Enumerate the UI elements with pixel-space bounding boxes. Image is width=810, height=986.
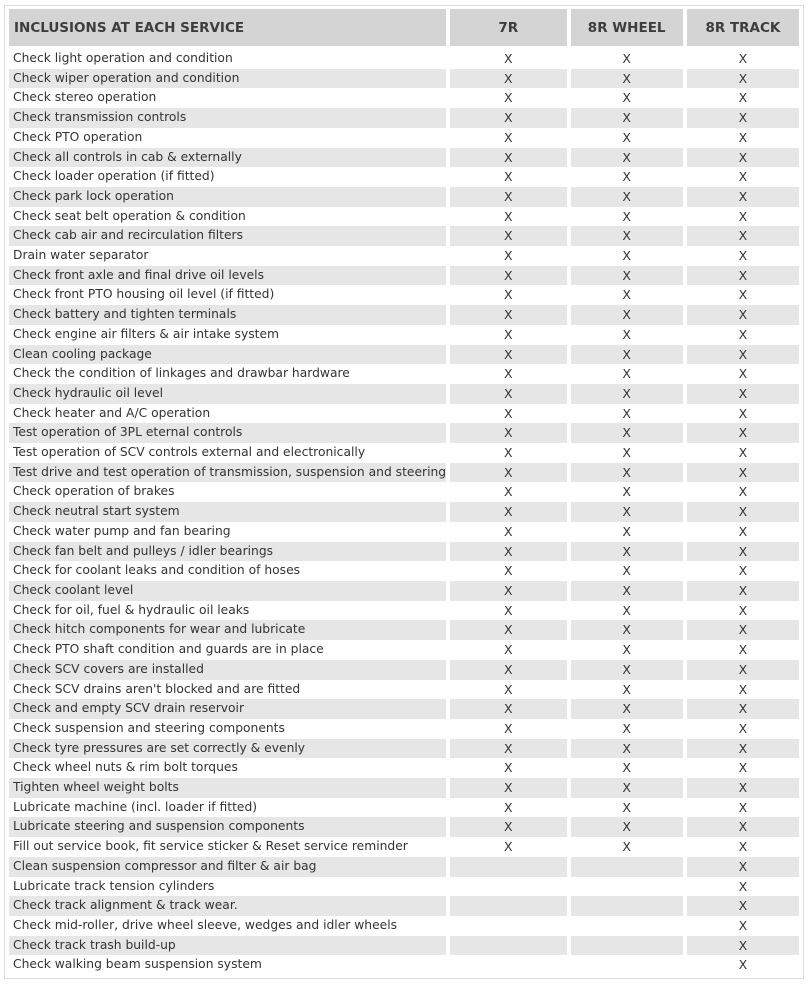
row-label: Check park lock operation <box>9 187 446 207</box>
cell-8r-wheel: X <box>622 602 631 618</box>
table-row <box>9 719 799 739</box>
row-label: Test operation of SCV controls external and electronically <box>13 445 366 460</box>
cell-8r-track: X <box>738 957 748 973</box>
row-label: Check light operation and condition <box>13 51 233 65</box>
cell-8r-track: X <box>738 208 748 224</box>
cell-8r-wheel: X <box>622 248 631 264</box>
cell-8r-track: X <box>738 799 748 815</box>
cell-7r: X <box>504 326 513 342</box>
table-row <box>9 817 799 837</box>
cell-8r-track: X <box>687 187 799 207</box>
row-label: Check hydraulic oil level <box>9 384 446 404</box>
cell-7r: X <box>450 502 566 522</box>
row-label: Check cab air and recirculation filters <box>9 226 446 246</box>
cell-8r-track: X <box>738 51 748 66</box>
cell-7r: X <box>504 90 513 106</box>
table-row <box>9 542 799 562</box>
cell-8r-track: X <box>738 326 748 342</box>
cell-8r-wheel: X <box>571 305 683 325</box>
cell-7r: X <box>450 660 566 680</box>
cell-7r: X <box>450 345 566 365</box>
table-row <box>9 423 799 443</box>
cell-8r-wheel: X <box>622 760 631 776</box>
cell-8r-wheel: X <box>571 699 683 719</box>
cell-7r <box>450 877 566 897</box>
cell-8r-track: X <box>687 857 799 877</box>
cell-8r-track: X <box>687 463 799 483</box>
cell-8r-wheel <box>571 955 683 975</box>
table-row <box>9 620 799 640</box>
cell-8r-track: X <box>738 90 748 106</box>
cell-8r-track: X <box>687 739 799 759</box>
cell-7r: X <box>450 542 566 562</box>
cell-8r-wheel <box>571 916 683 936</box>
cell-8r-wheel: X <box>571 187 683 207</box>
cell-8r-wheel: X <box>622 287 631 303</box>
row-label: Check battery and tighten terminals <box>9 305 446 325</box>
cell-8r-track: X <box>687 542 799 562</box>
table-row <box>9 916 799 936</box>
table-row <box>9 49 799 69</box>
cell-7r: X <box>504 129 513 145</box>
table-row <box>9 88 799 108</box>
cell-8r-track: X <box>687 817 799 837</box>
cell-8r-track: X <box>687 502 799 522</box>
row-label: Drain water separator <box>13 248 149 263</box>
table-row <box>9 798 799 818</box>
cell-7r: X <box>504 405 513 421</box>
cell-8r-wheel: X <box>622 681 631 697</box>
row-label: Clean cooling package <box>9 345 446 365</box>
cell-8r-track: X <box>738 129 748 145</box>
cell-8r-wheel: X <box>622 523 631 539</box>
row-label: Check for coolant leaks and condition of hoses <box>13 563 301 578</box>
row-label: Test operation of 3PL eternal controls <box>9 423 446 443</box>
cell-8r-wheel: X <box>571 778 683 798</box>
cell-7r: X <box>450 148 566 168</box>
row-label: Check mid-roller, drive wheel sleeve, wedges and idler wheels <box>13 917 398 932</box>
cell-7r <box>450 896 566 916</box>
cell-7r: X <box>450 739 566 759</box>
cell-8r-wheel: X <box>571 226 683 246</box>
cell-7r: X <box>450 266 566 286</box>
table-row <box>9 739 799 759</box>
row-label: Check operation of brakes <box>13 484 175 499</box>
cell-8r-wheel: X <box>622 484 631 500</box>
cell-8r-wheel: X <box>571 423 683 443</box>
cell-8r-track: X <box>738 917 748 933</box>
row-label: Check hitch components for wear and lubricate <box>9 620 446 640</box>
cell-7r: X <box>504 602 513 618</box>
cell-8r-track: X <box>738 642 748 658</box>
cell-8r-track: X <box>687 226 799 246</box>
cell-8r-track: X <box>738 484 748 500</box>
row-label: Check front axle and final drive oil levels <box>9 266 446 286</box>
table-row <box>9 364 799 384</box>
cell-8r-wheel: X <box>571 739 683 759</box>
row-label: Check loader operation (if fitted) <box>13 169 215 184</box>
cell-8r-wheel: X <box>622 129 631 145</box>
cell-8r-wheel: X <box>571 384 683 404</box>
row-label: Check track trash build-up <box>9 936 446 956</box>
cell-8r-wheel: X <box>622 405 631 421</box>
table-row <box>9 246 799 266</box>
cell-7r: X <box>450 620 566 640</box>
cell-7r: X <box>504 169 513 185</box>
table-row <box>9 955 799 975</box>
cell-7r: X <box>450 108 566 128</box>
cell-7r: X <box>504 681 513 697</box>
cell-8r-track: X <box>738 878 748 894</box>
row-label: Check front PTO housing oil level (if fitted) <box>13 287 275 302</box>
cell-8r-track: X <box>687 108 799 128</box>
cell-8r-wheel: X <box>622 839 631 855</box>
cell-7r: X <box>504 208 513 224</box>
cell-8r-wheel: X <box>571 69 683 89</box>
cell-8r-track: X <box>687 581 799 601</box>
service-inclusions-table <box>5 9 803 975</box>
table-row <box>9 148 799 168</box>
cell-7r: X <box>504 287 513 303</box>
row-label: Tighten wheel weight bolts <box>9 778 446 798</box>
table-row <box>9 266 799 286</box>
cell-7r <box>450 936 566 956</box>
row-label: Check wheel nuts & rim bolt torques <box>13 760 238 775</box>
cell-8r-wheel <box>571 857 683 877</box>
table-row <box>9 601 799 621</box>
header-7r: 7R <box>450 9 566 49</box>
header-inclusions: INCLUSIONS AT EACH SERVICE <box>9 9 446 49</box>
table-row <box>9 837 799 857</box>
row-label: Check engine air filters & air intake system <box>13 326 280 341</box>
cell-7r: X <box>450 817 566 837</box>
table-row <box>9 561 799 581</box>
table-row <box>9 226 799 246</box>
row-label: Check and empty SCV drain reservoir <box>9 699 446 719</box>
header-8r-wheel: 8R WHEEL <box>571 9 683 49</box>
table-row <box>9 167 799 187</box>
cell-8r-track: X <box>687 345 799 365</box>
cell-8r-wheel <box>571 877 683 897</box>
row-label: Fill out service book, fit service sticker & Reset service reminder <box>13 839 408 854</box>
cell-7r <box>450 916 566 936</box>
cell-7r <box>450 857 566 877</box>
cell-8r-wheel: X <box>571 817 683 837</box>
cell-7r: X <box>450 69 566 89</box>
cell-8r-wheel: X <box>622 208 631 224</box>
cell-7r: X <box>450 699 566 719</box>
table-row <box>9 69 799 89</box>
cell-8r-wheel: X <box>622 720 631 736</box>
cell-8r-track: X <box>738 366 748 382</box>
cell-7r: X <box>504 523 513 539</box>
table-row <box>9 502 799 522</box>
table-row <box>9 345 799 365</box>
cell-8r-wheel: X <box>622 563 631 579</box>
cell-7r: X <box>450 187 566 207</box>
cell-7r: X <box>450 778 566 798</box>
cell-8r-track: X <box>687 69 799 89</box>
header-8r-track: 8R TRACK <box>687 9 799 49</box>
cell-7r: X <box>450 305 566 325</box>
row-label: Check fan belt and pulleys / idler bearings <box>9 542 446 562</box>
cell-8r-wheel: X <box>571 502 683 522</box>
cell-8r-track: X <box>687 660 799 680</box>
cell-7r: X <box>504 839 513 855</box>
cell-7r: X <box>504 248 513 264</box>
table-row <box>9 384 799 404</box>
cell-8r-track: X <box>738 720 748 736</box>
table-row <box>9 443 799 463</box>
cell-8r-wheel: X <box>622 799 631 815</box>
cell-7r: X <box>504 51 513 66</box>
table-row <box>9 778 799 798</box>
cell-8r-track: X <box>687 936 799 956</box>
cell-8r-track: X <box>687 384 799 404</box>
table-row <box>9 404 799 424</box>
table-row <box>9 522 799 542</box>
cell-8r-track: X <box>738 169 748 185</box>
cell-7r: X <box>504 563 513 579</box>
cell-8r-track: X <box>687 620 799 640</box>
cell-8r-wheel <box>571 896 683 916</box>
table-row <box>9 128 799 148</box>
cell-8r-wheel: X <box>571 660 683 680</box>
table-row <box>9 305 799 325</box>
table-row <box>9 482 799 502</box>
cell-8r-wheel: X <box>622 642 631 658</box>
cell-8r-track: X <box>687 699 799 719</box>
row-label: Check transmission controls <box>9 108 446 128</box>
cell-7r: X <box>504 799 513 815</box>
cell-8r-wheel: X <box>622 366 631 382</box>
row-label: Check heater and A/C operation <box>13 405 211 420</box>
row-label: Lubricate machine (incl. loader if fitted) <box>13 799 258 814</box>
cell-7r: X <box>504 720 513 736</box>
cell-8r-track: X <box>687 778 799 798</box>
table-row <box>9 207 799 227</box>
cell-7r: X <box>450 226 566 246</box>
cell-8r-track: X <box>738 760 748 776</box>
table-row <box>9 187 799 207</box>
table-row <box>9 325 799 345</box>
cell-8r-track: X <box>687 896 799 916</box>
cell-8r-wheel: X <box>571 581 683 601</box>
cell-8r-wheel: X <box>622 90 631 106</box>
row-label: Check walking beam suspension system <box>13 957 262 972</box>
table-row <box>9 936 799 956</box>
cell-8r-wheel <box>571 936 683 956</box>
cell-8r-wheel: X <box>571 108 683 128</box>
cell-8r-track: X <box>738 839 748 855</box>
row-label: Check suspension and steering components <box>13 720 285 735</box>
cell-8r-wheel: X <box>571 345 683 365</box>
row-label: Check wiper operation and condition <box>9 69 446 89</box>
row-label: Check water pump and fan bearing <box>13 523 231 538</box>
cell-8r-track: X <box>738 523 748 539</box>
row-label: Lubricate track tension cylinders <box>13 878 215 893</box>
cell-8r-wheel: X <box>622 169 631 185</box>
table-row <box>9 699 799 719</box>
cell-7r: X <box>504 642 513 658</box>
table-row <box>9 640 799 660</box>
row-label: Check neutral start system <box>9 502 446 522</box>
row-label: Check stereo operation <box>13 90 157 105</box>
cell-8r-wheel: X <box>571 266 683 286</box>
table-row <box>9 285 799 305</box>
cell-8r-wheel: X <box>571 542 683 562</box>
cell-8r-track: X <box>738 681 748 697</box>
row-label: Check tyre pressures are set correctly & evenly <box>9 739 446 759</box>
row-label: Check the condition of linkages and drawbar hardware <box>13 366 350 381</box>
cell-8r-wheel: X <box>622 445 631 461</box>
table-row <box>9 660 799 680</box>
cell-8r-wheel: X <box>571 620 683 640</box>
row-label: Clean suspension compressor and filter & air bag <box>9 857 446 877</box>
table-row <box>9 877 799 897</box>
table-row <box>9 108 799 128</box>
row-label: Check SCV drains aren't blocked and are fitted <box>13 681 301 696</box>
row-label: Check all controls in cab & externally <box>9 148 446 168</box>
cell-8r-track: X <box>738 287 748 303</box>
cell-8r-wheel: X <box>571 463 683 483</box>
table-row <box>9 581 799 601</box>
cell-7r: X <box>450 581 566 601</box>
cell-8r-track: X <box>738 602 748 618</box>
cell-7r: X <box>504 484 513 500</box>
row-label: Check PTO operation <box>13 129 143 144</box>
cell-8r-track: X <box>687 423 799 443</box>
table-header-row <box>9 9 799 49</box>
service-inclusions-panel <box>4 5 804 979</box>
cell-8r-track: X <box>687 305 799 325</box>
row-label: Test drive and test operation of transmission, suspension and steering <box>9 463 446 483</box>
row-label: Check coolant level <box>9 581 446 601</box>
row-label: Check SCV covers are installed <box>9 660 446 680</box>
cell-8r-track: X <box>687 266 799 286</box>
table-row <box>9 680 799 700</box>
row-label: Lubricate steering and suspension components <box>9 817 446 837</box>
cell-7r: X <box>504 760 513 776</box>
cell-7r: X <box>450 463 566 483</box>
cell-7r <box>450 955 566 975</box>
cell-7r: X <box>450 423 566 443</box>
row-label: Check track alignment & track wear. <box>9 896 446 916</box>
row-label: Check PTO shaft condition and guards are in place <box>13 642 324 657</box>
row-label: Check for oil, fuel & hydraulic oil leaks <box>13 602 250 617</box>
cell-8r-wheel: X <box>622 326 631 342</box>
cell-8r-wheel: X <box>622 51 631 66</box>
cell-8r-track: X <box>738 445 748 461</box>
cell-7r: X <box>450 384 566 404</box>
table-row <box>9 857 799 877</box>
table-row <box>9 896 799 916</box>
table-row <box>9 463 799 483</box>
cell-8r-track: X <box>738 405 748 421</box>
row-label: Check seat belt operation & condition <box>13 208 246 223</box>
cell-7r: X <box>504 366 513 382</box>
cell-8r-track: X <box>738 563 748 579</box>
table-row <box>9 758 799 778</box>
cell-7r: X <box>504 445 513 461</box>
cell-8r-wheel: X <box>571 148 683 168</box>
cell-8r-track: X <box>738 248 748 264</box>
cell-8r-track: X <box>687 148 799 168</box>
